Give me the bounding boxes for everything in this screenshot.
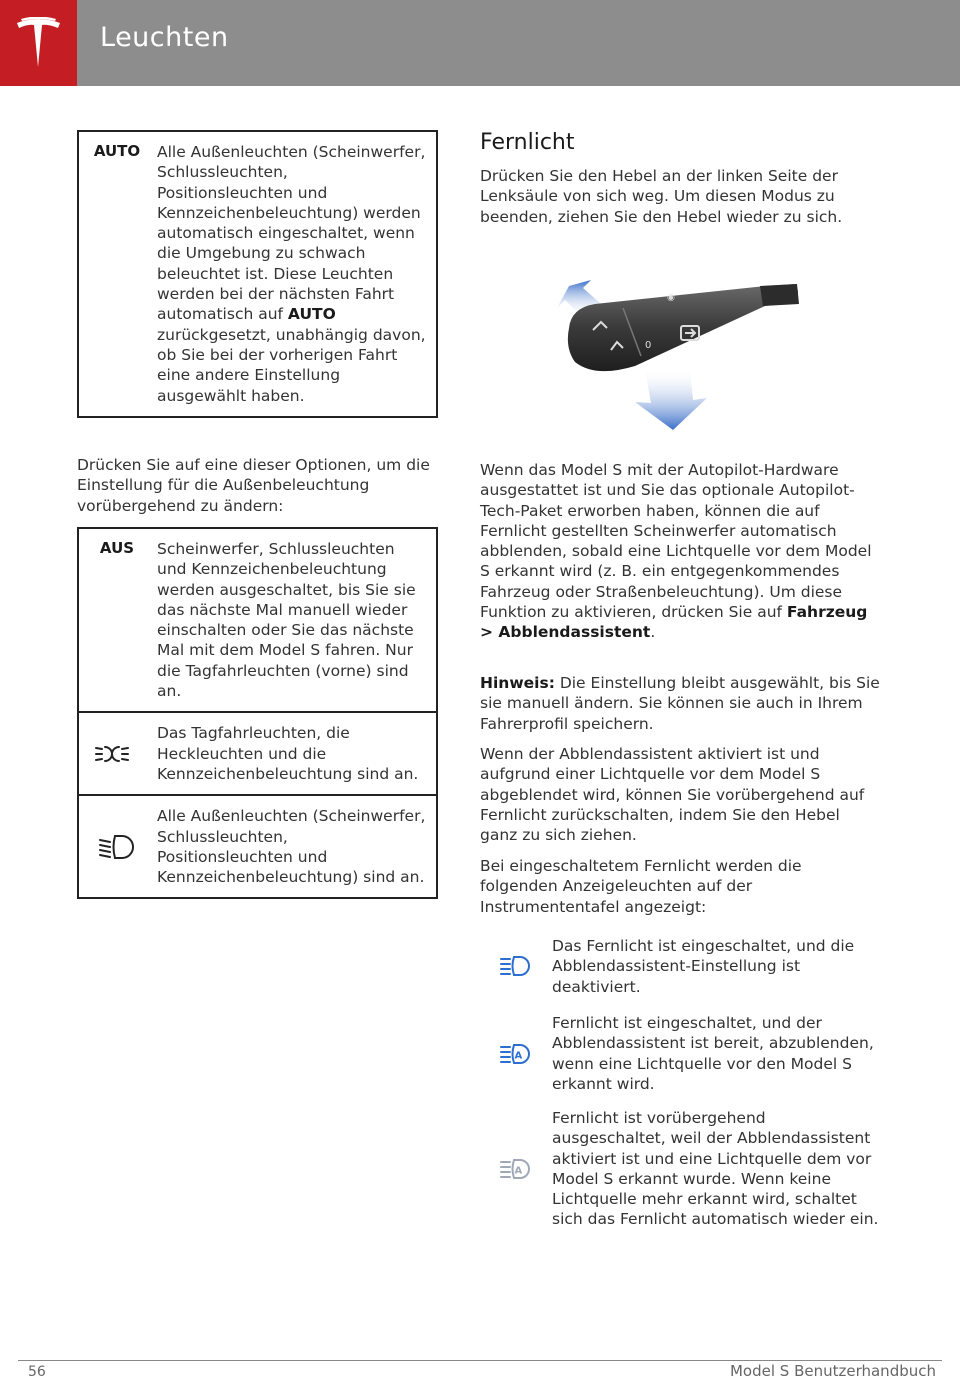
stalk-lever-illustration (555, 278, 805, 438)
option-text: Das Tagfahrleuchten, die Heckleuchten und die Kennzeichenbeleuchtung sind an. (157, 724, 419, 783)
fernlicht-paragraph-4: Bei eingeschaltetem Fernlicht werden die folgenden Anzeigeleuchten auf der Instrumententafel angezeigt: (480, 857, 802, 916)
page-header (0, 0, 960, 86)
option-text: Scheinwerfer, Schlussleuchten und Kennzeichenbeleuchtung werden ausgeschaltet, bis Sie sie das nächste Mal manuell wieder einschalten oder Sie das nächste Mal mit dem Model S fahren. Nur die Tagfahrleuchten (vorne) sind an. (157, 540, 416, 701)
table-row (79, 794, 436, 897)
footer-title: Model S Benutzerhandbuch (729, 1362, 936, 1380)
indicator-text: Das Fernlicht ist eingeschaltet, und die Abblendassistent-Einstellung ist deaktiviert. (552, 937, 855, 996)
indicator-row (480, 1108, 880, 1230)
option-key: AUTO (93, 142, 141, 160)
indicator-text: Fernlicht ist vorübergehend ausgeschaltet, weil der Abblendassistent aktiviert ist und eine Lichtquelle dem vor Model S erkannt wurde. Wenn keine Lichtquelle mehr erkannt wird, schaltet sich das Fernlicht automatisch wieder ein. (552, 1109, 879, 1229)
options-table (77, 527, 438, 899)
high-beam-icon (499, 954, 533, 978)
footer-divider (18, 1360, 942, 1361)
option-text: Alle Außenleuchten (Scheinwerfer, Schlussleuchten, Positionsleuchten und Kennzeichenbeleuchtung) sind an. (157, 807, 426, 887)
table-row (79, 132, 436, 416)
auto-table (77, 130, 438, 418)
svg-text:A: A (514, 1050, 523, 1062)
fernlicht-paragraph-3: Wenn der Abblendassistent aktiviert ist und aufgrund einer Lichtquelle vor dem Model S abgeblendet wird, können Sie vorübergehend auf Fernlicht zurückschalten, indem Sie den Hebel ganz zu sich ziehen. (480, 745, 865, 845)
low-beam-icon (98, 832, 136, 862)
svg-text:◉: ◉ (667, 293, 675, 303)
page-title: Leuchten (100, 22, 229, 53)
option-text: Alle Außenleuchten (Scheinwerfer, Schlussleuchten, Positionsleuchten und Kennzeichenbeleuchtung) werden automatisch eingeschaltet, wenn die Umgebung zu schwach beleuchtet ist. Diese Leuchten werden bei der nächsten Fahrt automatisch auf AUTO zurückgesetzt, unabhängig davon, ob Sie bei der vorherigen Fahrt eine andere Einstellung ausgewählt haben. (157, 143, 426, 405)
indicator-row (480, 1013, 880, 1094)
indicator-text: Fernlicht ist eingeschaltet, und der Abblendassistent ist bereit, abzublenden, wenn eine Lichtquelle vor den Model S erkannt wird. (552, 1014, 874, 1093)
fernlicht-paragraph-2: Wenn das Model S mit der Autopilot-Hardware ausgestattet ist und Sie das optionale Autopilot-Tech-Paket erworben haben, können die auf Fernlicht gestellten Scheinwerfer automatisch abblenden, sobald eine Lichtquelle vor dem Model S erkannt wird (z. B. ein entgegenkommendes Fahrzeug oder Straßenbeleuchtung). Um diese Funktion zu aktivieren, drücken Sie auf Fahrzeug > Abblendassistent. (480, 461, 872, 642)
tesla-logo (0, 0, 77, 86)
svg-text:A: A (514, 1165, 523, 1177)
table-row (79, 529, 436, 711)
intro-paragraph: Drücken Sie auf eine dieser Optionen, um die Einstellung für die Außenbeleuchtung vorübergehend zu ändern: (77, 456, 430, 515)
parking-lights-icon (95, 743, 139, 765)
svg-text:0: 0 (645, 340, 652, 351)
table-row (79, 711, 436, 794)
tesla-t-icon (15, 17, 62, 69)
note-paragraph: Hinweis: Die Einstellung bleibt ausgewählt, bis Sie sie manuell ändern. Sie können sie auch in Ihrem Fahrerprofil speichern. (480, 674, 880, 733)
auto-high-beam-icon (499, 1042, 533, 1066)
page-number: 56 (28, 1364, 46, 1380)
fernlicht-paragraph-1: Drücken Sie den Hebel an der linken Seite der Lenksäule von sich weg. Um diesen Modus zu beenden, ziehen Sie den Hebel wieder zu sich. (480, 167, 843, 226)
indicator-row (480, 936, 880, 997)
option-key: AUS (99, 539, 135, 557)
auto-high-beam-off-icon (499, 1157, 533, 1181)
section-heading: Fernlicht (480, 130, 575, 155)
